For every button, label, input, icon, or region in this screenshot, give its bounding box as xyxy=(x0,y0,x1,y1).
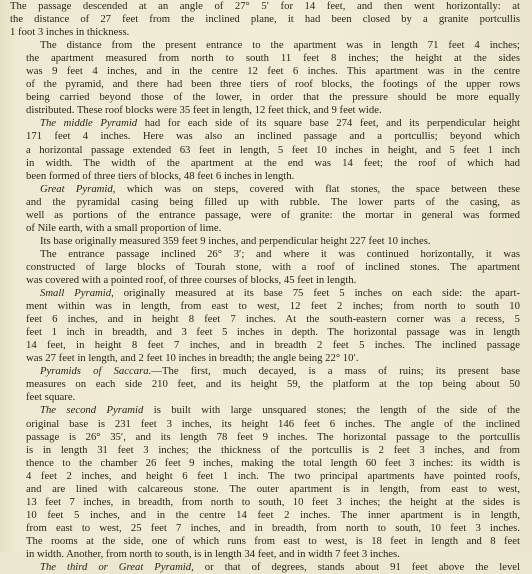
paragraph-great-pyramid-base xyxy=(8,235,520,248)
paragraph-third-pyramid xyxy=(8,561,520,574)
text-line: feet square. xyxy=(26,391,76,404)
text-line: 14 feet, in height 8 feet 7 inches, and in breadth 2 feet 5 inches. The inclined passage xyxy=(26,339,520,352)
section-heading-great-pyramid: Great Pyramid, xyxy=(40,182,116,195)
text-line: the apartment measured from north to south 11 feet 8 inches; the height at the sides xyxy=(26,52,520,65)
page-text-body xyxy=(8,0,520,574)
text-line: from east to west, 25 feet 7 inches, and in breadth, from north to south, 10 feet 3 inches. xyxy=(26,521,520,534)
section-heading-pyramids-saccara: Pyramids of Saccara. xyxy=(40,365,152,378)
text-line: in width. Another, from north to south, is in length 34 feet, and in width 7 feet 3 inches. xyxy=(26,547,400,560)
text-line xyxy=(8,287,520,300)
text-line xyxy=(8,183,520,196)
text-run: originally measured at its base 75 feet 5 inches on each side: the apart- xyxy=(113,287,520,300)
paragraph-second-pyramid xyxy=(8,404,520,561)
text-line: The distance from the present entrance to the apartment was in length 71 feet 4 inches; xyxy=(40,39,520,52)
paragraph-middle-pyramid xyxy=(8,117,520,182)
text-line xyxy=(8,404,520,417)
text-line xyxy=(8,561,520,574)
paragraph-apartment-distance xyxy=(8,39,520,117)
text-line: distributed. These roof blocks were 35 feet in length, 12 feet thick, and 9 feet wide. xyxy=(26,104,382,117)
section-heading-third-pyramid: The third or Great Pyramid, xyxy=(40,561,194,574)
text-line: original base is 231 feet 3 inches, its height 146 feet 6 inches. The angle of the inclined xyxy=(26,417,520,430)
text-run: had for each side of its square base 274 feet, and its perpendicular height xyxy=(137,117,520,130)
text-line: passage is 26° 35′, and its length 78 feet 9 inches. The horizontal passage to the portcullis xyxy=(26,430,520,443)
text-run: or that of degrees, stands about 91 feet above the level xyxy=(193,561,520,574)
text-line: feet 1 inch in breadth, and 3 feet 5 inches in depth. The horizontal passage was in length xyxy=(26,326,520,339)
text-line: The rooms at the side, one of which runs from east to west, is 18 feet in length and 8 feet xyxy=(26,534,520,547)
text-line: well as portions of the entrance passage, were of granite: the mortar in general was formed xyxy=(26,208,520,221)
paragraph-passage-descent xyxy=(8,0,520,39)
text-line xyxy=(8,365,520,378)
text-line: thence to the chamber 26 feet 9 inches, making the total length 60 feet 3 inches: its width is xyxy=(26,456,520,469)
paragraph-pyramids-saccara xyxy=(8,365,520,404)
text-line: 10 feet 5 inches, and in the centre 14 feet 2 inches. The inner apartment is in length, xyxy=(26,508,520,521)
text-line xyxy=(8,117,520,130)
text-line: of the pyramid, and there had been three tiers of roof blocks, the footings of the upper rows xyxy=(26,78,520,91)
text-line: 4 feet 2 inches, and height 6 feet 1 inch. The two principal apartments have pointed roofs, xyxy=(26,469,520,482)
text-line: a horizontal passage extended 63 feet in length, 5 feet 10 inches in height, and 5 feet 1 inch xyxy=(26,143,520,156)
text-line: and are lined with calcareous stone. The outer apartment is in length, from east to west, xyxy=(26,482,520,495)
text-line: 171 feet 4 inches. Here was also an inclined passage and a portcullis; beyond which xyxy=(26,130,520,143)
text-line: constructed of large blocks of Tourah stone, with a roof of inclined stones. The apartment xyxy=(26,260,520,273)
text-line: was covered with a pointed roof, of three courses of blocks, 45 feet in length. xyxy=(26,273,357,286)
text-line: and the pyramidal casing being filled up with rubble. The lower parts of the casing, as xyxy=(26,195,520,208)
text-line: being carried beyond those of the lower, in order that the pressure should be more equally xyxy=(26,91,520,104)
text-line: is in length 31 feet 3 inches; the thickness of the portcullis is 2 feet 3 inches, and from xyxy=(26,443,520,456)
text-line: 1 foot 3 inches in thickness. xyxy=(10,26,130,39)
text-line: feet 6 inches, and in height 8 feet 7 inches. At the south-eastern corner was a recess, 5 xyxy=(26,313,520,326)
text-run: which was on steps, covered with flat stones, the space between these xyxy=(115,182,521,195)
text-line: was 27 feet in length, and 2 feet 10 inches in breadth; the angle being 22° 10′. xyxy=(26,352,359,365)
text-line: the distance of 27 feet from the inclined plane, it had been closed by a granite portcullis xyxy=(10,13,520,26)
paragraph-great-pyramid-steps xyxy=(8,183,520,235)
text-line: was 9 feet 4 inches, and in the centre 12 feet 6 inches. This apartment was in the centre xyxy=(26,65,520,78)
text-line: 13 feet 7 inches, in breadth, from north to south, 10 feet 3 inches; the height at the sides is xyxy=(26,495,520,508)
section-heading-second-pyramid: The second Pyramid xyxy=(40,404,144,417)
text-line: The entrance passage inclined 26° 3′; and where it was continued horizontally, it was xyxy=(40,247,520,260)
text-line: measures on each side 210 feet, and its height 59, the platform at the top being about 50 xyxy=(26,378,520,391)
text-line: in width. The width of the apartment at the end was 14 feet; the roof of which had xyxy=(26,156,520,169)
text-run: —The first, much decayed, is a mass of ruins; its present base xyxy=(151,365,520,378)
text-line: of Nile earth, with a small proportion of lime. xyxy=(26,221,222,234)
paragraph-great-pyramid-entrance xyxy=(8,248,520,287)
text-line: been formed of three tiers of blocks, 48 feet 6 inches in length. xyxy=(26,169,295,182)
section-heading-small-pyramid: Small Pyramid, xyxy=(40,287,114,300)
text-line: The passage descended at an angle of 27° 5′ for 14 feet, and then went horizontally: at xyxy=(10,0,520,12)
section-heading-middle-pyramid: The middle Pyramid xyxy=(40,117,138,130)
text-run: is built with large unsquared stones; the length of the side of the xyxy=(143,404,520,417)
paragraph-small-pyramid xyxy=(8,287,520,365)
text-line: ment within was in length, from east to west, 12 feet 2 inches; from north to south 10 xyxy=(26,300,520,313)
text-line: Its base originally measured 359 feet 9 inches, and perpendicular height 227 feet 10 inches. xyxy=(40,234,431,247)
